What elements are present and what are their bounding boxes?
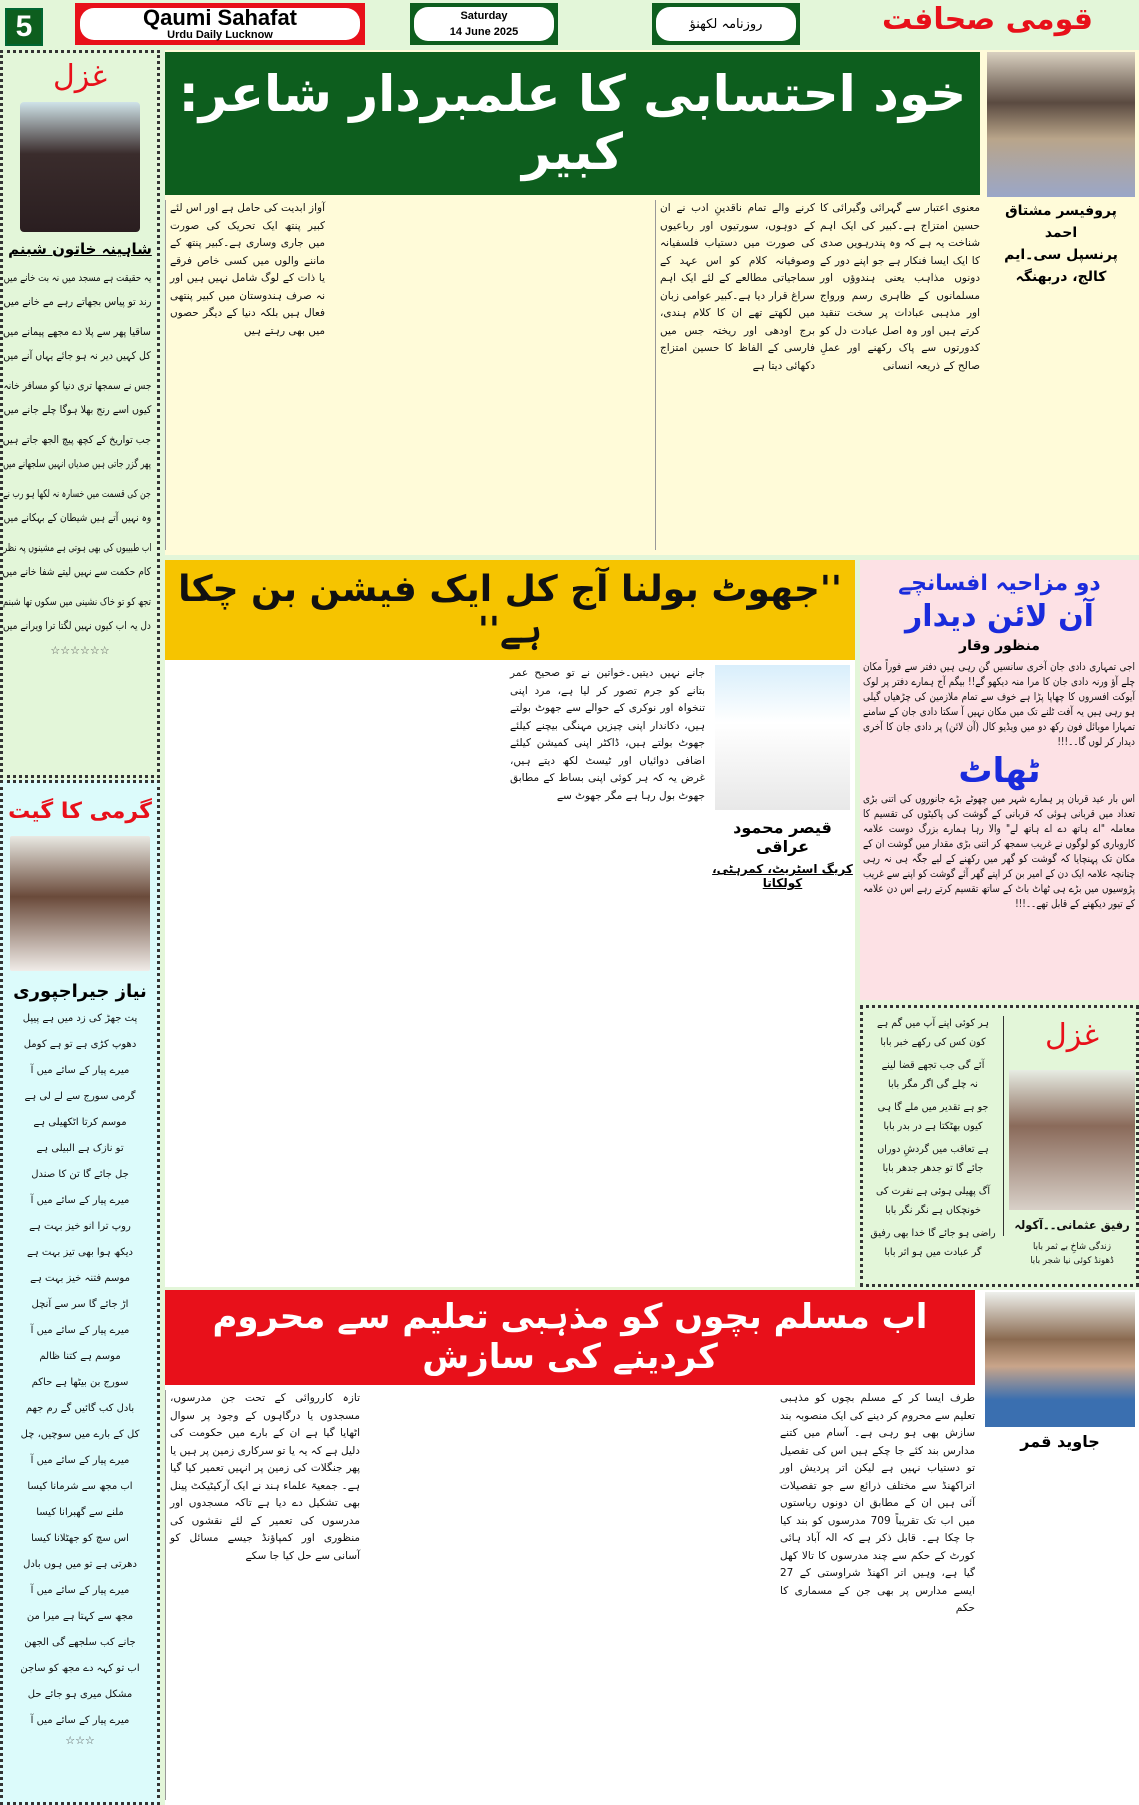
poem-line: میرے پیار کے سائے میں آ [30, 1455, 130, 1466]
article-column: تازہ کارروائی کے تحت جن مدرسوں، مسجدوں یا درگاہوں کے وجود پر سوال اٹھایا گیا ہے ان کے بارے میں حکومت کی دلیل ہے کہ یہ یا تو سرکاری زمین پر ہیں یا پھر جنگلات کی زمین پر انہیں تعمیر کیا گیا ہے۔ جمعیۃ علماء ہند نے ایک آرکیٹیکٹ پینل بھی تشکیل دے دیا ہے تاکہ مسجدوں اور مدرسوں کی تعمیر کے لئے نقشوں کی منظوری اور کمپاؤنڈ جیسے مسائل کو آسانی سے حل کیا جا سکے [165, 1390, 360, 1800]
poem-line: اب مجھ سے شرمانا کیسا [27, 1481, 133, 1492]
ghazal-lines [867, 1014, 999, 1262]
poem-line: روپ ترا انو خیز بہت ہے [29, 1221, 131, 1232]
article-column: طرف ایسا کر کے مسلم بچوں کو مذہبی تعلیم سے محروم کر دینے کی ایک منصوبہ بند سازش بھی ہو رہی ہے۔ آسام میں کتنے مدارس بند کئے جا چکے ہیں اس کی تفصیل تو دستیاب نہیں ہے لیکن اتر پردیش اور اتراکھنڈ سے مختلف ذرائع سے جو تفصیلات آئی ہیں ان کے مطابق ان دونوں ریاستوں میں اب تک تقریباً 709 مدرسوں کو بند کیا جا چکا ہے۔ قابل ذکر ہے کہ الہ آباد ہائی کورٹ کے حکم سے چند مدرسوں کا تالا کھل گیا ہے، وہیں اتر اکھنڈ شراوستی کے 27 ایسے مدارس پر بھی جن کے مسماری کا حکم [780, 1392, 975, 1614]
page-number: 5 [5, 8, 43, 46]
masthead-title: Qaumi Sahafat [142, 5, 298, 30]
poem-line: میرے پیار کے سائے میں آ [30, 1325, 130, 1336]
middle-article [165, 560, 855, 1287]
poem-line: میرے پیار کے سائے میں آ [30, 1585, 130, 1596]
author-name: پروفیسر مشتاق احمد [1005, 203, 1117, 241]
story-wrap [864, 660, 1135, 750]
poem-line: جانے کب سلجھے گی الجھن [24, 1637, 136, 1648]
poem-line: کل کہیں دیر نہ ہو جائے یہاں آنے میں [3, 350, 151, 362]
poem-line: میرے پیار کے سائے میں آ [30, 1065, 130, 1076]
poem-line: جن کی قسمت میں خسارہ نہ لکھا ہو رب نے [3, 488, 151, 500]
poet-photo [20, 102, 140, 232]
geet-heading: گرمی کا گیت [8, 799, 152, 824]
poem-line: میرے پیار کے سائے میں آ [30, 1715, 130, 1726]
ghazal-heading: غزل [1044, 1018, 1100, 1053]
poem-line: ڈھونڈ کوئی نیا شجر بابا [1030, 1256, 1114, 1266]
poem-line: موسم فتنہ خیز بہت ہے [30, 1273, 130, 1284]
poem-line: ہے تعاقب میں گردشِ دوراں [877, 1144, 989, 1155]
author-photo [715, 665, 850, 810]
poem-line: رند تو پیاس بجھاتے رہے مے خانے میں [3, 296, 151, 308]
article-column: معنوی اعتبار سے گہرائی وگیرائی کا حسین امتزاج ہے۔کبیر کی ایک اہم شناخت یہ ہے کہ وہ پندرہویں صدی کا ایک ایسا فنکار ہے جو اپنے دور کے دونوں مذاہب یعنی ہندوؤں اور مسلمانوں کے ظاہری رسم ورواج اور مذہبی عبادات پر سخت تنقید کرتے ہیں اور وہ اصل عبادت دل کو کدورتوں سے پاک رکھنے اور عملِ صالح کے ذریعہ انسانی [820, 202, 980, 372]
poem-line: پھر گزر جاتی ہیں صدیاں انہیں سلجھانے میں [3, 458, 151, 470]
poem-line: جس نے سمجھا تری دنیا کو مسافر خانہ [2, 380, 151, 392]
humor-box [860, 560, 1139, 1000]
poem-line: میرے پیار کے سائے میں آ [30, 1195, 130, 1206]
poem-line: اس سچ کو جھٹلانا کیسا [31, 1533, 129, 1544]
poem-line: دھرتی ہے تو میں ہوں بادل [23, 1559, 137, 1570]
poem-line: جو ہے تقدیر میں ملے گا ہی [877, 1102, 989, 1113]
author-photo [985, 1292, 1135, 1427]
author-address: کریگ اسٹریٹ، کمرہٹی، کولکاتا [712, 862, 853, 890]
poem-line: یہ حقیقت ہے مسجد میں نہ بت خانے میں [3, 272, 151, 284]
bottom-article [165, 1290, 1139, 1805]
poem-line: گر عبادت میں ہو اثر بابا [884, 1247, 982, 1258]
humor-kicker: دو مزاحیہ افسانچے [898, 571, 1101, 596]
poet-name-wrap [1009, 1216, 1135, 1234]
poem-line: دھوپ کڑی ہے تو ہے کومل [23, 1039, 137, 1050]
poet-name: رفیق عثمانی۔۔آکولہ [1014, 1218, 1130, 1232]
geet-lines [3, 1006, 157, 1734]
story-wrap [864, 792, 1135, 912]
poem-line: موسم ہے کتنا ظالم [39, 1351, 121, 1362]
poem-line: سورج بن بیٹھا ہے حاکم [31, 1377, 129, 1388]
ghazal-extra-lines [1009, 1240, 1135, 1268]
bottom-headline: اب مسلم بچوں کو مذہبی تعلیم سے محروم کردینے کی سازش [165, 1290, 975, 1385]
author-byline [710, 818, 855, 890]
ghazal-box [0, 50, 160, 778]
poem-line: تجھ کو تو خاک نشینی میں سکوں تھا شبنم [3, 596, 151, 608]
roznama-label: روزنامہ لکھنؤ [656, 7, 796, 41]
ghazal-lines [3, 266, 157, 638]
poem-line: زندگی شاخِ بے ثمر بابا [1033, 1242, 1111, 1252]
article-column: آواز ابدیت کی حامل ہے اور اس لئے کبیر پنتھ ایک تحریک کی صورت میں جاری وساری ہے۔کبیر پنتھ کے ماننے والوں میں کسی خاص فرقے یا ذات کے لوگ شامل نہیں ہیں اور نہ صرف ہندوستان میں کبیر پنتھی فعال ہیں بلکہ دنیا کے دیگر حصوں میں بھی رہتے ہیں [165, 200, 325, 550]
poem-line: کون کس کی رکھے خبر بابا [880, 1037, 986, 1048]
poem-line: ساقیا پھر سے پلا دے مجھے پیمانے میں [3, 326, 151, 338]
poem-line: جب تواریخ کے کچھ پیچ الجھ جاتے ہیں [2, 434, 151, 446]
author-name: منظور وقار [959, 638, 1040, 654]
top-headline: خود احتسابی کا علمبردار شاعر: کبیر [165, 52, 980, 195]
poem-line: مشکل میری ہو جائے حل [27, 1689, 133, 1700]
issue-day: Saturday [460, 10, 508, 22]
middle-headline: ''جھوٹ بولنا آج کل ایک فیشن بن چکا ہے'' [165, 560, 855, 660]
ghazal-heading: غزل [52, 59, 108, 94]
poem-line: کام حکمت سے نہیں لیتے شفا خانے میں [2, 566, 152, 578]
poem-line: راضی ہو جائے گا خدا بھی رفیق [870, 1228, 996, 1239]
poet-photo [1009, 1070, 1135, 1210]
poem-line: پت جھڑ کی زد میں ہے پیپل [22, 1013, 138, 1024]
issue-date: 14 June 2025 [449, 26, 519, 38]
poem-line: موسم کرتا اٹکھیلی ہے [33, 1117, 127, 1128]
story-text: اس بار عید قربان پر ہمارے شہر میں چھوٹے بڑے جانوروں کی اتنی بڑی تعداد میں قربانی ہوئی کہ قربانی کے گوشت کی پاکیٹوں کی تقسیم کا معاملہ "اے ہاتھ دے اے ہاتھ لے" والا رہا ہمارے بزرگ دوست علامہ کاروباری کو لوگوں نے غریب سمجھ کر اتنی بڑی مقدار میں گوشت ان کے مکان تک پہنچایا کہ گوشت کو گھر میں رکھنے کے لیے جگہ ہی نہ رہی چنانچہ علامہ ایک دن کے امیر بن کر اپنے گھر آئے گوشت کو اپنے سے غریب پڑوسیوں میں بڑے ہی ٹھاٹ باٹ کے ساتھ تقسیم کرتے رہے اس دن علامہ کے تیور دیکھنے کے قابل تھے۔۔!!! [863, 793, 1135, 910]
poem-line: اب طبیبوں کی بھی ہوتی ہے مشینوں پہ نظر [2, 542, 151, 554]
poem-line: جائے گا تو جدھر جدھر بابا [882, 1163, 984, 1174]
geet-box [0, 780, 160, 1805]
end-stars: ☆☆☆☆☆☆ [50, 644, 110, 657]
divider [1003, 1016, 1004, 1236]
story-title: ٹھاٹ [958, 751, 1041, 791]
poem-line: کل کے بارے میں سوچیں، چل [20, 1429, 140, 1440]
end-stars: ☆☆☆ [65, 1734, 95, 1747]
poem-line: مجھ سے کہتا ہے میرا من [26, 1611, 134, 1622]
urdu-logo: قومی صحافت [881, 2, 1094, 37]
poet-name: نیاز جیراجپوری [13, 981, 147, 1002]
author-title: پرنسپل سی۔ایم کالج، دربھنگہ [1004, 247, 1118, 285]
ghazal2-box [860, 1005, 1139, 1287]
masthead-subtitle: Urdu Daily Lucknow [167, 29, 273, 41]
author-photo [987, 52, 1135, 197]
poem-line: اب تو کہہ دے مجھ کو ساجن [20, 1663, 140, 1674]
poem-line: جل جائے گا تن کا صندل [31, 1169, 129, 1180]
poem-line: آگ پھیلی ہوئی ہے نفرت کی [875, 1186, 991, 1197]
poem-line: دیکھ ہوا بھی تیز بہت ہے [26, 1247, 133, 1258]
poem-line: اڑ جائے گا سر سے آنچل [31, 1299, 129, 1310]
author-byline [987, 200, 1135, 288]
author-name: قیصر محمود عراقی [733, 818, 832, 856]
date-box [410, 3, 558, 45]
poem-line: خونچکاں ہے نگر نگر بابا [885, 1205, 981, 1216]
poem-line: کیوں بھٹکتا ہے در بدر بابا [883, 1121, 983, 1132]
poem-line: بادل کب گائیں گے رم جھم [25, 1403, 135, 1414]
top-article [165, 50, 1139, 555]
story-title: آن لائن دیدار [905, 599, 1094, 634]
poem-line: دل یہ اب کیوں نہیں لگتا ترا ویرانے میں [3, 620, 151, 632]
poem-line: کیوں اسے رنج بھلا ہوگا چلے جانے میں [3, 404, 151, 416]
article-column: کرنے والے تمام ناقدینِ ادب نے ان کے دوہوں، سورتیوں اور رباعیوں کی صورت میں دستیاب فلسفیانہ وصوفیانہ کلام کو اس عہد کے سماجیاتی مطالعے کے لئے ایک اہم سراغ قرار دیا ہے۔کبیر عوامی زبان میں لکھتے تھے ان کا کلام ہندی، برج اودھی اور ریختہ جس میں فارسی کے الفاظ کا حسین امتزاج دکھائی دیتا ہے [655, 200, 815, 550]
poet-photo [10, 836, 150, 971]
poem-line: ملنے سے گھبرانا کیسا [36, 1507, 124, 1518]
masthead [75, 3, 365, 45]
poet-name: شاہینہ خاتون شبنم [8, 240, 152, 258]
poem-line: تو نازک ہے البیلی ہے [36, 1143, 124, 1154]
story-text: اجی تمہاری دادی جان آخری سانسیں گن رہی ہیں دفتر سے فوراً مکان چلے آؤ ورنہ دادی جان کا مرا منہ دیکھو گے!! بیگم آج ہمارے دفتر پر لوک آیوکت افسروں کا چھاپا پڑا ہے خوف سے تمام ملازمین کی چڑھیاں گیلی ہو رہی ہیں یہ آفت ٹلنے تک میں مکان نہیں آ سکتا دادی جان کے سامنے تمہارا موبائل فون رکھ دو میں ویڈیو کال (آن لائن) پر دادی جان کا آخری دیدار کر لوں گا۔۔!!! [863, 661, 1135, 748]
poem-line: وہ نہیں آتے ہیں شیطان کے بہکانے میں [3, 512, 151, 524]
poem-line: گرمی سورج سے لے لی ہے [24, 1091, 136, 1102]
poem-line: ہر کوئی اپنے آپ میں گم ہے [877, 1018, 989, 1029]
poem-line: نہ چلے گی اگر مگر بابا [888, 1079, 978, 1090]
article-column: جانے نہیں دیتیں۔خواتین نے تو صحیح عمر بتانے کو جرم تصور کر لیا ہے، مرد اپنی تنخواہ اور نوکری کے حوالے سے جھوٹ بولتے ہیں، دکاندار اپنی چیزیں مہنگی بیچنے کیلئے جھوٹ بولتے ہیں، ڈاکٹر اپنی کمیشن کیلئے اضافی دوائیاں اور ٹیسٹ لکھ دیتے ہیں، غرض یہ کہ ہر کوئی اپنی بساط کے مطابق جھوٹ بول رہا ہے مگر جھوٹ سے [510, 667, 705, 802]
roznama-box [652, 3, 800, 45]
poem-line: آئے گی جب تجھے قضا لینے [881, 1060, 985, 1071]
author-name: جاوید قمر [1020, 1432, 1100, 1451]
